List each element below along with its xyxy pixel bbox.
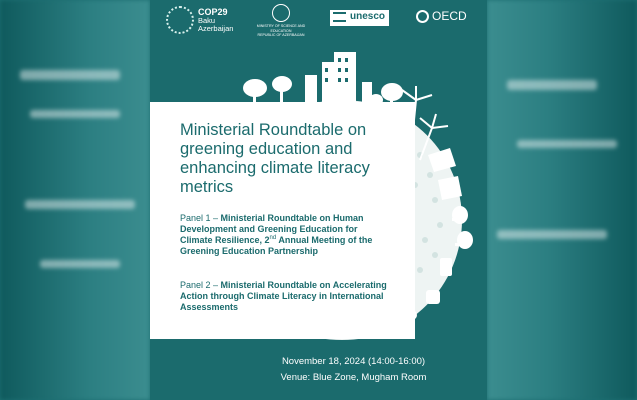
panel-1-description (180, 213, 390, 257)
panel-2-title: Ministerial Roundtable on Accelerating Action through Climate Literacy in International Assessments (180, 280, 387, 312)
event-title: Ministerial Roundtable on greening education and enhancing climate literacy metrics (180, 121, 370, 196)
ministry-line2: REPUBLIC OF AZERBAIJAN (257, 33, 305, 37)
panel-2-description (180, 280, 390, 313)
event-venue: Venue: Blue Zone, Mugham Room (280, 372, 427, 383)
blurred-background-right (487, 0, 637, 400)
cop29-city: Baku (198, 15, 216, 25)
panel-1-sup: nd (269, 235, 277, 241)
ministry-line1: MINISTRY OF SCIENCE AND EDUCATION (256, 24, 306, 33)
unesco-wordmark: unesco (350, 11, 386, 22)
cop29-name: COP29 (198, 6, 228, 17)
event-date: November 18, 2024 (14:00-16:00) (281, 356, 426, 367)
event-poster (150, 0, 487, 400)
panel-2-prefix: Panel 2 – (180, 280, 221, 290)
panel-1-title-a: Ministerial Roundtable on Human Development and Greening Education for Climate Resilience, 2 (180, 213, 364, 245)
panel-1-prefix: Panel 1 – (180, 213, 221, 223)
oecd-wordmark: OECD (432, 9, 467, 23)
blurred-background-left (0, 0, 150, 400)
panel-1-title-b: Annual Meeting of the Greening Education Partnership (180, 235, 373, 256)
cop29-country: Azerbaijan (198, 23, 234, 33)
